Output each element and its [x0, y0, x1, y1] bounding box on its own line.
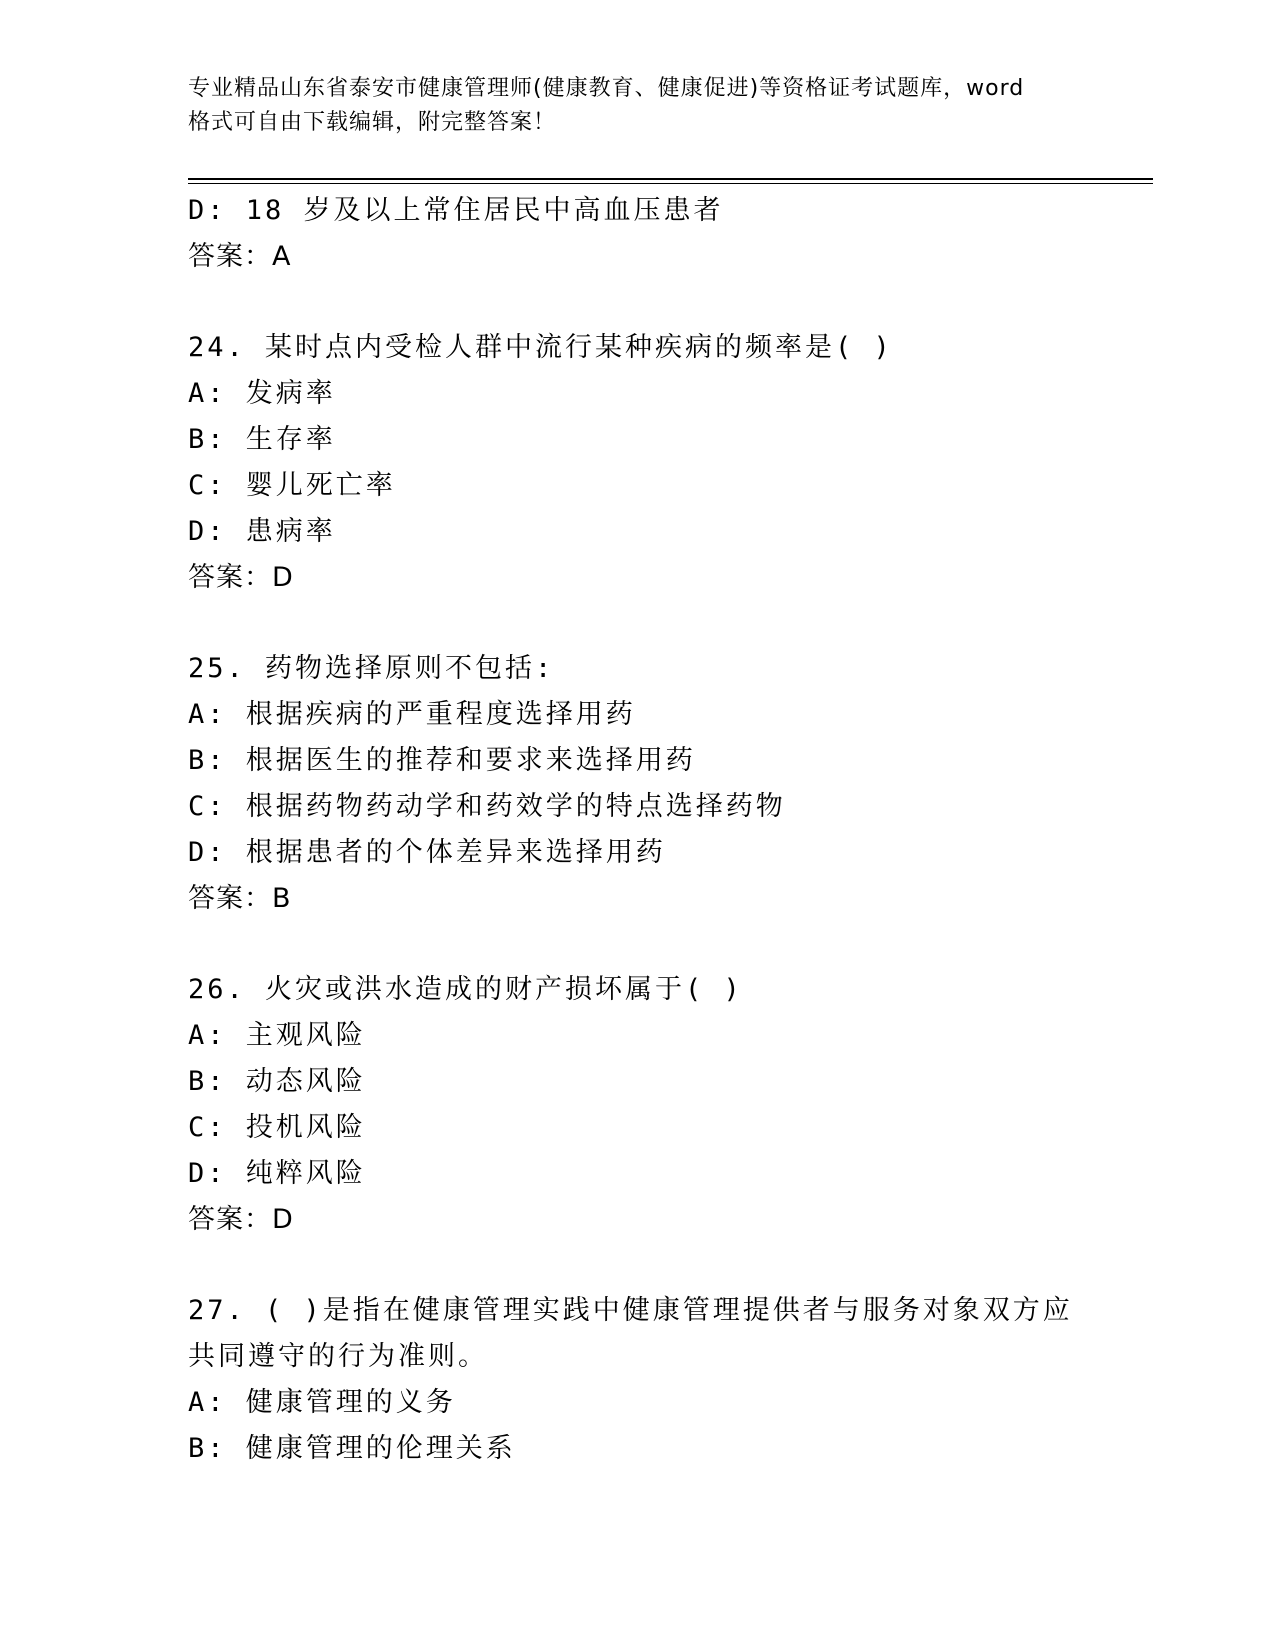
option-line: D: 根据患者的个体差异来选择用药: [188, 837, 666, 868]
question-stem: 27. ( )是指在健康管理实践中健康管理提供者与服务对象双方应: [188, 1295, 1073, 1326]
question-block: [188, 325, 1088, 601]
option-line: D: 18 岁及以上常住居民中高血压患者: [188, 195, 724, 226]
option-line: C: 婴儿死亡率: [188, 470, 396, 501]
document-header: [188, 72, 1088, 140]
option-line: C: 根据药物药动学和药效学的特点选择药物: [188, 791, 786, 822]
question-stem-continued: 共同遵守的行为准则。: [188, 1341, 488, 1372]
option-line: A: 根据疾病的严重程度选择用药: [188, 699, 636, 730]
answer-line: 答案：D: [188, 562, 294, 593]
answer-line: 答案：B: [188, 883, 292, 914]
option-line: B: 健康管理的伦理关系: [188, 1433, 516, 1464]
question-stem: 25. 药物选择原则不包括:: [188, 653, 555, 684]
option-line: B: 根据医生的推荐和要求来选择用药: [188, 745, 696, 776]
option-line: A: 健康管理的义务: [188, 1387, 456, 1418]
question-list: [188, 188, 1088, 1472]
answer-line: 答案：D: [188, 1204, 294, 1235]
header-divider-thin: [188, 183, 1153, 184]
header-line-1: 专业精品山东省泰安市健康管理师(健康教育、健康促进)等资格证考试题库，word: [188, 76, 1025, 101]
question-block: [188, 967, 1088, 1243]
answer-line: 答案：A: [188, 241, 292, 272]
option-line: C: 投机风险: [188, 1112, 366, 1143]
option-line: B: 生存率: [188, 424, 336, 455]
option-line: A: 发病率: [188, 378, 336, 409]
header-line-2: 格式可自由下载编辑，附完整答案！: [188, 110, 557, 135]
option-line: D: 患病率: [188, 516, 336, 547]
option-line: B: 动态风险: [188, 1066, 366, 1097]
question-block: [188, 1288, 1088, 1472]
header-divider-thick: [188, 178, 1153, 180]
question-block: [188, 646, 1088, 922]
option-line: A: 主观风险: [188, 1020, 366, 1051]
question-block: [188, 188, 1088, 280]
question-stem: 26. 火灾或洪水造成的财产损坏属于( ): [188, 974, 743, 1005]
question-stem: 24. 某时点内受检人群中流行某种疾病的频率是( ): [188, 332, 893, 363]
option-line: D: 纯粹风险: [188, 1158, 366, 1189]
